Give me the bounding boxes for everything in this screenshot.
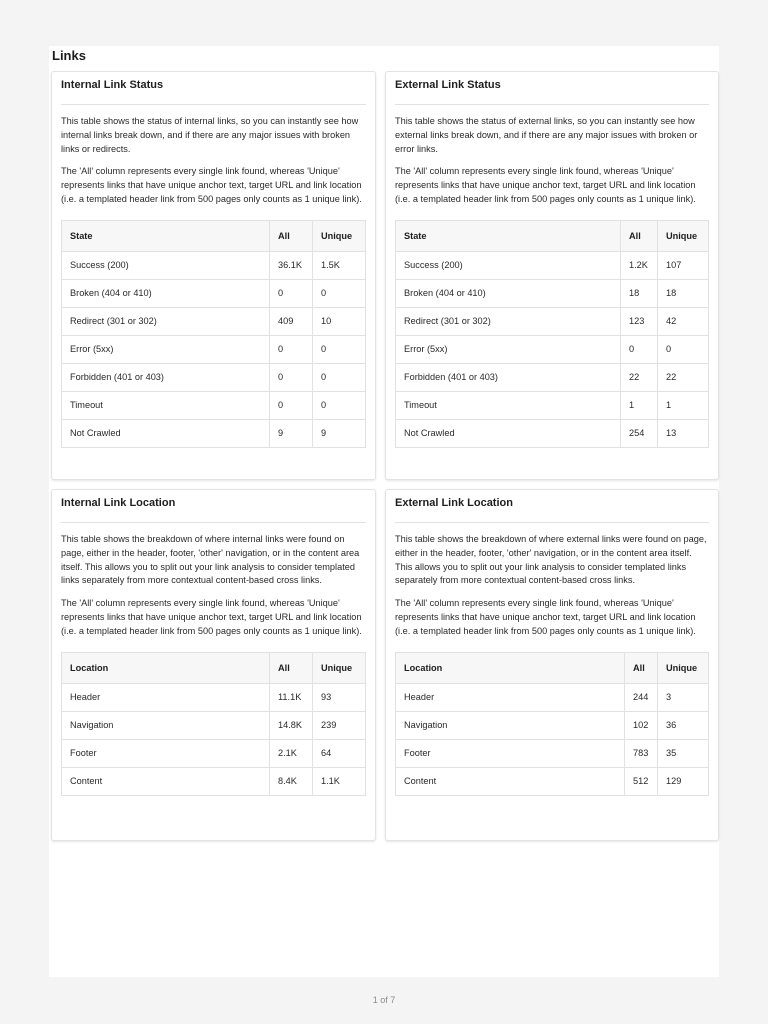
table-cell: 0 — [270, 335, 313, 363]
card-description: This table shows the status of internal links, so you can instantly see how internal links break down, and if there are any major issues with broken links or redirects. — [61, 116, 359, 154]
card-note: The 'All' column represents every single link found, whereas 'Unique' represents links that have unique anchor text, target URL and link location (i.e. a templated header link from 500 pages only counts as 1 unique link). — [395, 166, 696, 204]
external-status-table — [395, 220, 709, 448]
column-header: State — [396, 220, 621, 251]
table-cell: 22 — [621, 363, 658, 391]
table-row — [62, 251, 366, 279]
table-row — [396, 335, 709, 363]
table-cell: 18 — [658, 279, 709, 307]
card-title: External Link Status — [395, 72, 709, 105]
table-cell: 123 — [621, 307, 658, 335]
table-row — [62, 307, 366, 335]
column-header: Unique — [658, 220, 709, 251]
table-row — [62, 419, 366, 447]
card-description: This table shows the breakdown of where internal links were found on page, either in the header, footer, 'other' navigation, or in the content area itself. This allows you to split out your link analysis to consider templated links separately from more contextual content-based cross links. — [61, 534, 360, 586]
card-note: The 'All' column represents every single link found, whereas 'Unique' represents links that have unique anchor text, target URL and link location (i.e. a templated header link from 500 pages only counts as 1 unique link). — [61, 166, 362, 204]
internal-link-status-card — [51, 71, 376, 480]
table-cell: 102 — [625, 711, 658, 739]
table-cell: 1.2K — [621, 251, 658, 279]
table-cell: Not Crawled — [62, 419, 270, 447]
table-row — [62, 363, 366, 391]
table-cell: 244 — [625, 683, 658, 711]
table-row — [62, 335, 366, 363]
table-cell: Header — [62, 683, 270, 711]
table-cell: 10 — [313, 307, 366, 335]
external-location-table — [395, 652, 709, 796]
table-cell: Error (5xx) — [396, 335, 621, 363]
table-cell: Forbidden (401 or 403) — [62, 363, 270, 391]
table-cell: 512 — [625, 767, 658, 795]
table-cell: Error (5xx) — [62, 335, 270, 363]
table-cell: 1.1K — [313, 767, 366, 795]
card-title: External Link Location — [395, 490, 709, 523]
table-cell: 22 — [658, 363, 709, 391]
table-cell: 1.5K — [313, 251, 366, 279]
column-header: Unique — [658, 652, 709, 683]
column-header: All — [270, 652, 313, 683]
table-cell: 0 — [621, 335, 658, 363]
table-cell: 0 — [270, 391, 313, 419]
table-row — [62, 767, 366, 795]
column-header: All — [270, 220, 313, 251]
card-note: The 'All' column represents every single link found, whereas 'Unique' represents links that have unique anchor text, target URL and link location (i.e. a templated header link from 500 pages only counts as 1 unique link). — [395, 598, 696, 636]
card-title: Internal Link Location — [61, 490, 366, 523]
table-cell: 11.1K — [270, 683, 313, 711]
card-description: This table shows the status of external links, so you can instantly see how external links break down, and if there are any major issues with broken or error links. — [395, 116, 698, 154]
table-cell: Header — [396, 683, 625, 711]
table-cell: 42 — [658, 307, 709, 335]
table-cell: 93 — [313, 683, 366, 711]
column-header: State — [62, 220, 270, 251]
table-cell: Timeout — [396, 391, 621, 419]
table-row — [62, 391, 366, 419]
table-cell: 36 — [658, 711, 709, 739]
table-cell: 35 — [658, 739, 709, 767]
section-title: Links — [52, 48, 86, 63]
column-header: All — [625, 652, 658, 683]
table-cell: 0 — [270, 279, 313, 307]
card-title: Internal Link Status — [61, 72, 366, 105]
table-row — [396, 391, 709, 419]
table-cell: 239 — [313, 711, 366, 739]
table-cell: Redirect (301 or 302) — [62, 307, 270, 335]
column-header: Unique — [313, 652, 366, 683]
table-row — [396, 363, 709, 391]
table-row — [62, 683, 366, 711]
table-cell: Navigation — [62, 711, 270, 739]
table-cell: Forbidden (401 or 403) — [396, 363, 621, 391]
column-header: All — [621, 220, 658, 251]
table-row — [396, 711, 709, 739]
table-row — [396, 767, 709, 795]
card-description: This table shows the breakdown of where external links were found on page, either in the header, footer, 'other' navigation, or in the content area itself. This allows you to split out your link analysis to consider templated links separately from more contextual content-based cross links. — [395, 534, 707, 586]
column-header: Location — [62, 652, 270, 683]
internal-link-location-card — [51, 489, 376, 841]
table-cell: Success (200) — [62, 251, 270, 279]
card-note: The 'All' column represents every single link found, whereas 'Unique' represents links that have unique anchor text, target URL and link location (i.e. a templated header link from 500 pages only counts as 1 unique link). — [61, 598, 362, 636]
table-cell: Footer — [62, 739, 270, 767]
internal-status-table — [61, 220, 366, 448]
table-cell: 1 — [621, 391, 658, 419]
external-link-location-card — [385, 489, 719, 841]
external-link-status-card — [385, 71, 719, 480]
table-header-row — [396, 652, 709, 683]
table-header-row — [62, 652, 366, 683]
table-cell: 9 — [313, 419, 366, 447]
internal-location-table — [61, 652, 366, 796]
page-indicator: 1 of 7 — [372, 995, 396, 1005]
table-row — [396, 683, 709, 711]
table-row — [62, 279, 366, 307]
table-cell: Success (200) — [396, 251, 621, 279]
table-cell: 36.1K — [270, 251, 313, 279]
table-cell: 13 — [658, 419, 709, 447]
table-cell: Timeout — [62, 391, 270, 419]
table-header-row — [62, 220, 366, 251]
table-cell: 0 — [270, 363, 313, 391]
table-cell: 3 — [658, 683, 709, 711]
table-cell: Content — [62, 767, 270, 795]
column-header: Unique — [313, 220, 366, 251]
table-row — [62, 711, 366, 739]
table-cell: 0 — [313, 335, 366, 363]
table-cell: 1 — [658, 391, 709, 419]
table-cell: 8.4K — [270, 767, 313, 795]
table-cell: 409 — [270, 307, 313, 335]
column-header: Location — [396, 652, 625, 683]
table-cell: 129 — [658, 767, 709, 795]
table-cell: Navigation — [396, 711, 625, 739]
table-cell: Redirect (301 or 302) — [396, 307, 621, 335]
table-row — [396, 279, 709, 307]
table-cell: 0 — [658, 335, 709, 363]
table-cell: 9 — [270, 419, 313, 447]
report-page — [49, 46, 719, 977]
table-cell: 18 — [621, 279, 658, 307]
table-cell: 0 — [313, 279, 366, 307]
table-row — [396, 307, 709, 335]
table-cell: Broken (404 or 410) — [62, 279, 270, 307]
table-cell: 2.1K — [270, 739, 313, 767]
table-cell: Content — [396, 767, 625, 795]
table-cell: Broken (404 or 410) — [396, 279, 621, 307]
table-row — [396, 419, 709, 447]
table-cell: 254 — [621, 419, 658, 447]
table-row — [396, 251, 709, 279]
table-cell: 107 — [658, 251, 709, 279]
table-cell: 783 — [625, 739, 658, 767]
table-cell: 64 — [313, 739, 366, 767]
table-row — [62, 739, 366, 767]
table-cell: 14.8K — [270, 711, 313, 739]
table-row — [396, 739, 709, 767]
table-cell: 0 — [313, 391, 366, 419]
table-header-row — [396, 220, 709, 251]
table-cell: Not Crawled — [396, 419, 621, 447]
table-cell: 0 — [313, 363, 366, 391]
table-cell: Footer — [396, 739, 625, 767]
